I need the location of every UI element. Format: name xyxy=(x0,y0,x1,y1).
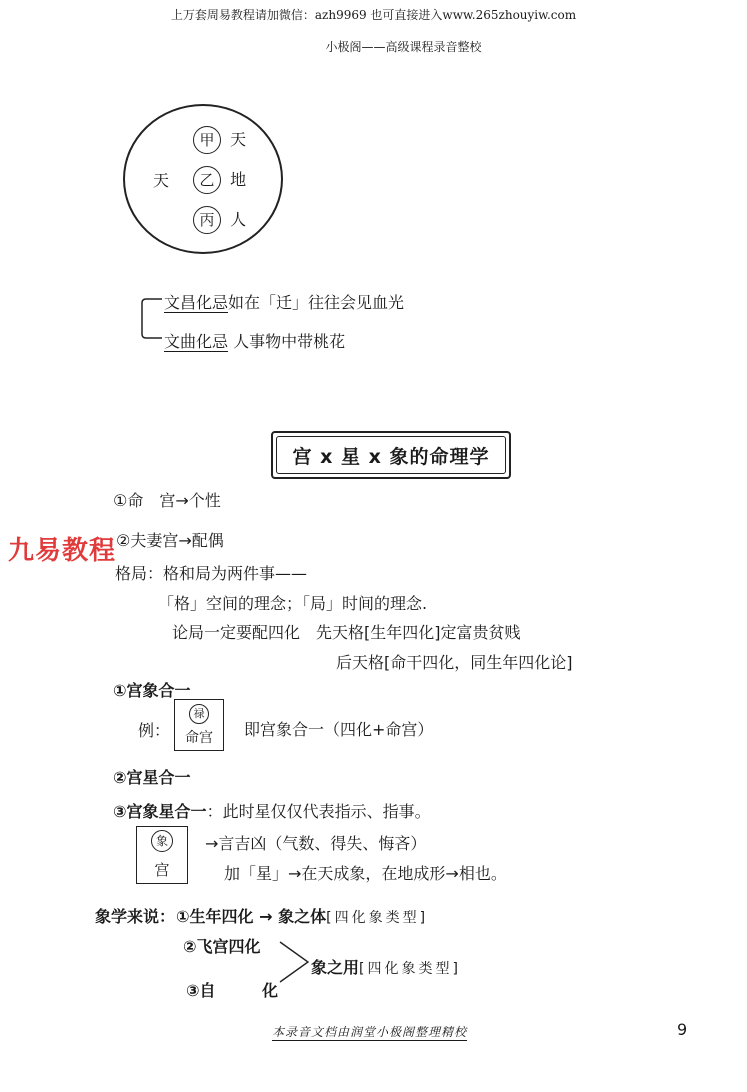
section-title-box xyxy=(271,431,511,479)
li-label: 例： xyxy=(138,721,171,740)
page-number: 9 xyxy=(677,1020,688,1039)
zihua-part-2: 化 xyxy=(262,981,279,1000)
gong-xiang-xing-line xyxy=(113,799,431,822)
gong-xing-heading: ②宫星合一 xyxy=(113,768,191,787)
houtian-line: 后天格[命干四化，同生年四化论] xyxy=(336,653,573,672)
section-title: 宫 x 星 x 象的命理学 xyxy=(276,436,506,474)
line-fuqi-gong: ②夫妻宫→配偶 xyxy=(116,531,224,550)
lu-minggong-box xyxy=(174,699,224,751)
xiang-gong-box xyxy=(136,826,188,884)
stem-row-3 xyxy=(193,206,246,234)
sihua-type-note-1: [四化象类型] xyxy=(326,910,429,926)
lu-circled: 禄 xyxy=(189,704,209,724)
bracket-note-2 xyxy=(164,329,345,352)
stem-jia: 甲 xyxy=(193,126,221,154)
stem-bing: 丙 xyxy=(193,206,221,234)
xiangxue-label: 象学来说： xyxy=(95,907,176,926)
wenchang-term: 文昌化忌 xyxy=(164,293,229,312)
xiang-circled: 象 xyxy=(151,830,173,852)
lunju-line: 论局一定要配四化 先天格[生年四化]定富贵贫贱 xyxy=(172,623,521,642)
stem-row-1 xyxy=(193,126,246,154)
gong-label: 宫 xyxy=(154,861,170,879)
stem-label-ren: 人 xyxy=(230,210,247,229)
zihua-part-1: ③自 xyxy=(186,981,216,1000)
xiang-line-1: →言吉凶（气数、得失、悔吝） xyxy=(205,834,427,853)
geju-definition: 「格」空间的理念；「局」时间的理念. xyxy=(158,594,428,613)
xiangxue-row-1 xyxy=(176,904,428,927)
geju-line: 格局：格和局为两件事—— xyxy=(115,564,308,583)
wenchang-rest: 如在「迁」往往会见血光 xyxy=(228,293,405,312)
stem-yi: 乙 xyxy=(193,166,221,194)
stem-label-tian: 天 xyxy=(230,130,247,149)
gong-xiang-xing-heading: ③宫象星合一 xyxy=(113,802,207,821)
stem-row-2 xyxy=(193,166,246,194)
wenqu-rest: 人事物中带桃花 xyxy=(228,332,346,351)
header-banner: 上万套周易教程请加微信：azh9969 也可直接进入www.265zhouyiw.com xyxy=(170,8,577,22)
li-explanation: 即宫象合一（四化+命宫） xyxy=(244,720,434,739)
bracket-note-1 xyxy=(164,290,404,313)
footer-note: 本录音文档由润堂小极阁整理精校 xyxy=(272,1025,468,1039)
gong-xiang-xing-rest: ：此时星仅仅代表指示、指事。 xyxy=(206,802,431,821)
xiang-zhi-yong-line xyxy=(311,955,461,978)
line-ming-gong: ①命 宫→个性 xyxy=(113,491,221,510)
stem-label-di: 地 xyxy=(230,170,247,189)
merge-bracket xyxy=(278,938,312,984)
gong-xiang-heading: ①宫象合一 xyxy=(113,681,191,700)
minggong-label: 命宫 xyxy=(185,730,213,746)
bracket-line xyxy=(136,290,164,348)
jiuyi-watermark: 九易教程 xyxy=(8,536,117,566)
circle-left-label: 天 xyxy=(153,171,170,190)
feigong-sihua: ②飞宫四化 xyxy=(183,937,261,956)
wenqu-term: 文曲化忌 xyxy=(164,332,229,351)
xiang-zhi-yong: 象之用 xyxy=(311,958,360,977)
sihua-type-note-2: [四化象类型] xyxy=(359,961,461,977)
page-subtitle: 小极阁——高级课程录音整校 xyxy=(325,40,482,54)
shengnian-sihua: ①生年四化 → 象之体 xyxy=(176,907,327,926)
xiang-line-2: 加「星」→在天成象，在地成形→相也。 xyxy=(224,864,507,883)
